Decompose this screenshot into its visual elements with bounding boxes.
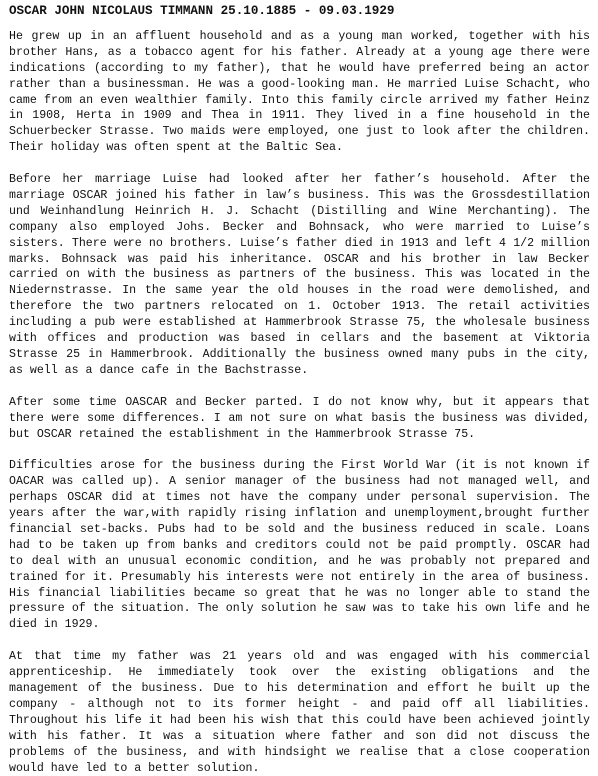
paragraph-difficulties: Difficulties arose for the business during the First World War (it is not known if OACAR was called up). A senior manager of the business had not managed well, and perhaps OSCAR did at times not have the company under personal supervision. The years after the war,with rapidly rising inflation and unemployment,brought further financial set-backs. Pubs had to be sold and the business reduced in scale. Loans had to be taken up from banks and creditors could not be paid promptly. OSCAR had to deal with an unusual economic condition, and he was probably not prepared and trained for it. Presumably his interests were not entirely in the area of business. His financial liabilities became so great that he was no longer able to stand the pressure of the situation. The only solution he saw was to take his own life and he died in 1929. [9,459,590,632]
paragraph-early-life: He grew up in an affluent household and as a young man worked, together with his brother Hans, as a tobacco agent for his father. Already at a young age there were indications (according to my father), that he would have preferred being an actor rather than a businessman. He was a good-looking man. He married Luise Schacht, who came from an even wealthier family. Into this family circle arrived my father Heinz in 1908, Herta in 1909 and Thea in 1911. They lived in a fine household in the Schuerbecker Strasse. Two maids were employed, one just to look after the children. Their holiday was often spent at the Baltic Sea. [9,29,590,155]
paragraph-family-business: Before her marriage Luise had looked after her father’s household. After the marriage OSCAR joined his father in law’s business. This was the Grossdestillation und Weinhandlung Heinrich H. J. Schacht (Distilling and Wine Merchanting). The company also employed Johs. Becker and Bohnsack, who were married to Luise’s sisters. There were no brothers. Luise’s father died in 1913 and left 4 1/2 million marks. Bohnsack was paid his inheritance. OSCAR and his brother in law Becker carried on with the business as partners of the business. This was located in the Niedernstrasse. In the same year the old houses in the road were demolished, and therefore the two partners relocated on 1. October 1913. The retail activities including a pub were established at Hammerbrook Strasse 75, the wholesale business with offices and production was based in cellars and the basement at Viktoria Strasse 25 in Hammerbrook. Additionally the business owned many pubs in the city, as well as a dance cafe in the Bachstrasse. [9,173,590,377]
paragraph-father-takeover: At that time my father was 21 years old and was engaged with his commercial apprenticeship. He immediately took over the existing obligations and the management of the business. Due to his determination and effort he built up the company - although not to its former height - and paid off all liabilities. Throughout his life it had been his wish that this could have been achieved jointly with his father. It was a situation where father and son did not discuss the problems of the business, and with hindsight we realise that a close cooperation would have led to a better solution. [9,650,590,775]
paragraph-partnership-split: After some time OASCAR and Becker parted. I do not know why, but it appears that there were some differences. I am not sure on what basis the business was divided, but OSCAR retained the establishment in the Hammerbrook Strasse 75. [9,395,590,441]
document-title: OSCAR JOHN NICOLAUS TIMMANN 25.10.1885 - 09.03.1929 [9,4,395,18]
